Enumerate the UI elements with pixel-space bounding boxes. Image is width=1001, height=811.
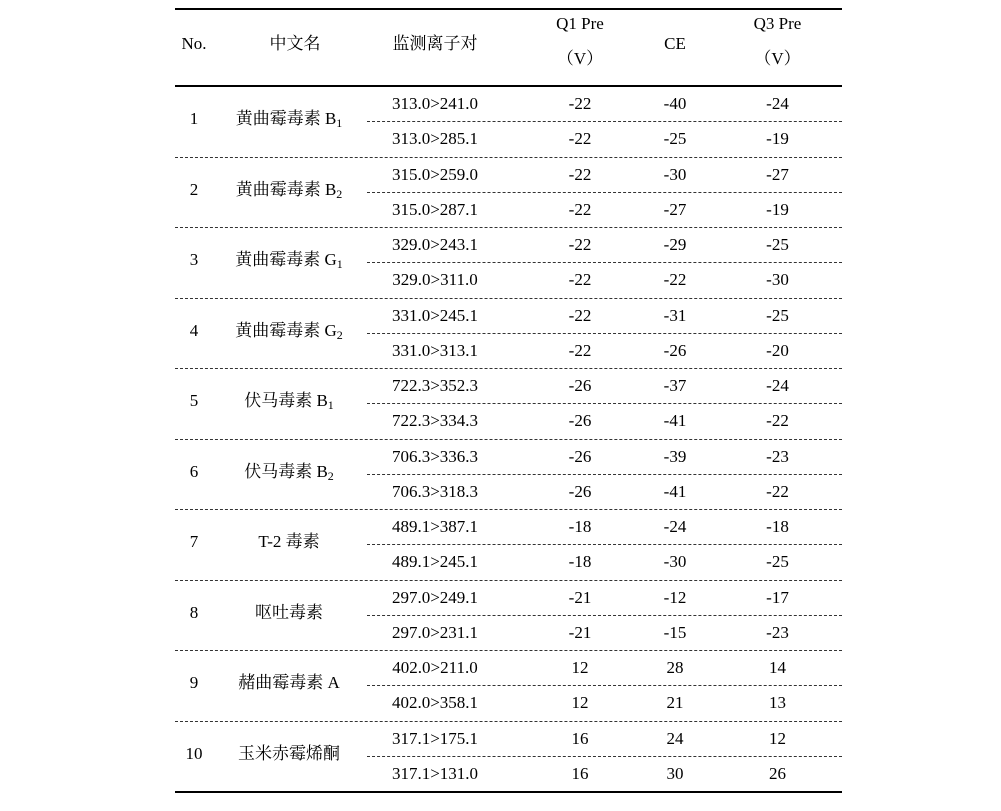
q1-pre-cell: -26 <box>568 376 592 395</box>
ce-cell: -37 <box>663 376 687 395</box>
compound-name <box>213 250 365 270</box>
q1-pre-cell: -22 <box>568 305 592 325</box>
q3-pre-cell: 12 <box>769 728 786 748</box>
q1-pre-cell: -21 <box>568 587 592 607</box>
row-number: 1 <box>189 109 199 129</box>
row-divider <box>367 403 842 404</box>
row-divider <box>367 685 842 686</box>
ce-cell: -41 <box>663 411 687 431</box>
compound-name-text: 呕吐毒素 <box>255 602 323 622</box>
compound-name-text: 黄曲霉毒素 B <box>235 179 337 199</box>
q1-pre-cell: 16 <box>571 728 589 748</box>
compound-name-text: 伏马毒素 B <box>244 461 328 481</box>
row-number: 10 <box>185 743 203 763</box>
ion-pair-cell: 329.0>311.0 <box>392 270 478 290</box>
ion-pair-cell: 317.1>131.0 <box>391 763 479 783</box>
row-number: 9 <box>189 673 199 693</box>
row-divider <box>367 192 842 193</box>
compound-name-text: 黄曲霉毒素 G <box>235 250 337 270</box>
compound-name-subscript: 1 <box>336 116 343 131</box>
group-divider <box>175 509 842 510</box>
q3-pre-cell: -25 <box>766 305 789 325</box>
header-q3-unit: （V） <box>754 49 801 68</box>
ce-cell: 28 <box>666 658 684 677</box>
ion-pair-cell: 329.0>243.1 <box>391 235 479 254</box>
header-ce: CE <box>664 34 686 53</box>
ce-cell: -41 <box>663 481 687 501</box>
ion-pair-cell: 313.0>241.0 <box>391 94 479 113</box>
row-divider <box>367 544 842 545</box>
q3-pre-cell: -24 <box>766 376 789 395</box>
compound-name-text: 黄曲霉毒素 B <box>235 109 337 129</box>
q3-pre-cell: -23 <box>766 622 789 642</box>
row-divider <box>367 756 842 757</box>
ce-cell: -29 <box>663 235 687 254</box>
row-divider <box>367 121 842 122</box>
group-divider <box>175 298 842 299</box>
compound-name-subscript: 1 <box>336 257 343 272</box>
row-number: 2 <box>189 179 199 199</box>
row-number: 5 <box>189 391 199 411</box>
row-number: 7 <box>189 532 199 552</box>
q1-pre-cell: -26 <box>568 481 592 501</box>
compound-name-text: T-2 毒素 <box>258 532 320 552</box>
q3-pre-cell: -19 <box>766 199 789 219</box>
ce-cell: -26 <box>663 340 687 360</box>
q1-pre-cell: 16 <box>571 763 589 783</box>
group-divider <box>175 439 842 440</box>
header-q1-unit: （V） <box>556 49 604 68</box>
q1-pre-cell: -22 <box>568 199 592 219</box>
group-divider <box>175 368 842 369</box>
compound-name-text: 伏马毒素 B <box>244 391 328 411</box>
ce-cell: -12 <box>663 587 687 607</box>
ce-cell: -40 <box>663 94 687 113</box>
row-divider <box>367 615 842 616</box>
ce-cell: -30 <box>663 552 687 572</box>
ion-pair-cell: 331.0>245.1 <box>391 305 479 325</box>
compound-name <box>213 462 365 482</box>
ce-cell: -31 <box>663 305 687 325</box>
compound-name-subscript: 2 <box>336 327 343 342</box>
q3-pre-cell: -18 <box>766 517 789 536</box>
compound-name <box>213 391 365 411</box>
ce-cell: -15 <box>663 622 687 642</box>
compound-name-text: 黄曲霉毒素 G <box>235 320 337 340</box>
q3-pre-cell: -22 <box>766 411 789 431</box>
row-number: 3 <box>189 250 199 270</box>
ce-cell: 24 <box>666 728 684 748</box>
compound-name <box>213 180 365 200</box>
ion-pair-cell: 315.0>287.1 <box>391 199 479 219</box>
group-divider <box>175 157 842 158</box>
q1-pre-cell: -22 <box>568 94 592 113</box>
q3-pre-cell: -17 <box>766 587 789 607</box>
q1-pre-cell: -22 <box>568 129 592 149</box>
ce-cell: -27 <box>663 199 687 219</box>
compound-name-subscript: 1 <box>327 398 334 413</box>
ce-cell: 30 <box>666 763 684 783</box>
ion-pair-cell: 722.3>334.3 <box>391 411 479 431</box>
group-divider <box>175 721 842 722</box>
ce-cell: -39 <box>663 446 687 466</box>
header-q3-pre: Q3 Pre <box>753 14 802 33</box>
header-q1-pre: Q1 Pre <box>556 14 604 33</box>
q1-pre-cell: 12 <box>571 693 589 713</box>
compound-name-text: 赭曲霉毒素 A <box>238 673 340 693</box>
q1-pre-cell: -26 <box>568 411 592 431</box>
row-number: 8 <box>189 602 199 622</box>
ion-pair-cell: 315.0>259.0 <box>391 164 479 184</box>
ce-cell: -30 <box>663 164 687 184</box>
group-divider <box>175 227 842 228</box>
ion-pair-cell: 706.3>318.3 <box>391 481 479 501</box>
q3-pre-cell: 26 <box>769 763 786 783</box>
ion-pair-cell: 706.3>336.3 <box>391 446 479 466</box>
q1-pre-cell: 12 <box>571 658 589 677</box>
ion-pair-cell: 317.1>175.1 <box>391 728 479 748</box>
ion-pair-cell: 331.0>313.1 <box>391 340 479 360</box>
row-number: 6 <box>189 461 199 481</box>
ce-cell: 21 <box>666 693 684 713</box>
ce-cell: -24 <box>663 517 687 536</box>
compound-name-subscript: 2 <box>327 468 334 483</box>
ce-cell: -25 <box>663 129 687 149</box>
header-bottom-rule <box>175 85 842 87</box>
compound-name <box>213 603 365 623</box>
compound-name-text: 玉米赤霉烯酮 <box>238 743 340 763</box>
q3-pre-cell: -24 <box>766 94 789 113</box>
q3-pre-cell: 13 <box>769 693 786 713</box>
q3-pre-cell: -27 <box>766 164 789 184</box>
row-number: 4 <box>189 320 199 340</box>
ion-pair-cell: 489.1>387.1 <box>391 517 479 536</box>
q1-pre-cell: -22 <box>568 270 592 290</box>
ion-pair-cell: 402.0>358.1 <box>391 693 479 713</box>
compound-name <box>213 673 365 693</box>
compound-name <box>213 321 365 341</box>
row-divider <box>367 262 842 263</box>
q3-pre-cell: -19 <box>766 129 789 149</box>
q1-pre-cell: -22 <box>568 164 592 184</box>
q1-pre-cell: -22 <box>568 235 592 254</box>
q1-pre-cell: -21 <box>568 622 592 642</box>
q3-pre-cell: -20 <box>766 340 789 360</box>
ion-pair-cell: 297.0>231.1 <box>391 622 479 642</box>
group-divider <box>175 580 842 581</box>
header-chinese-name: 中文名 <box>269 34 321 53</box>
row-divider <box>367 333 842 334</box>
ion-pair-cell: 722.3>352.3 <box>391 376 479 395</box>
ce-cell: -22 <box>663 270 687 290</box>
compound-name <box>213 744 365 764</box>
row-divider <box>367 474 842 475</box>
ion-pair-cell: 402.0>211.0 <box>392 658 478 677</box>
q3-pre-cell: -30 <box>766 270 789 290</box>
q3-pre-cell: -23 <box>766 446 789 466</box>
table-top-rule <box>175 8 842 10</box>
compound-name-subscript: 2 <box>336 186 343 201</box>
header-ion-pair: 监测离子对 <box>392 34 478 53</box>
compound-name <box>213 109 365 129</box>
table-bottom-rule <box>175 791 842 793</box>
q1-pre-cell: -26 <box>568 446 592 466</box>
header-no: No. <box>181 34 207 53</box>
ion-pair-cell: 297.0>249.1 <box>391 587 479 607</box>
q3-pre-cell: -22 <box>766 481 789 501</box>
q3-pre-cell: -25 <box>766 235 789 254</box>
q3-pre-cell: 14 <box>769 658 786 677</box>
q1-pre-cell: -22 <box>568 340 592 360</box>
ion-pair-cell: 489.1>245.1 <box>391 552 479 572</box>
q3-pre-cell: -25 <box>766 552 789 572</box>
q1-pre-cell: -18 <box>568 552 592 572</box>
compound-name <box>213 532 365 552</box>
group-divider <box>175 650 842 651</box>
q1-pre-cell: -18 <box>568 517 592 536</box>
ion-pair-cell: 313.0>285.1 <box>391 129 479 149</box>
